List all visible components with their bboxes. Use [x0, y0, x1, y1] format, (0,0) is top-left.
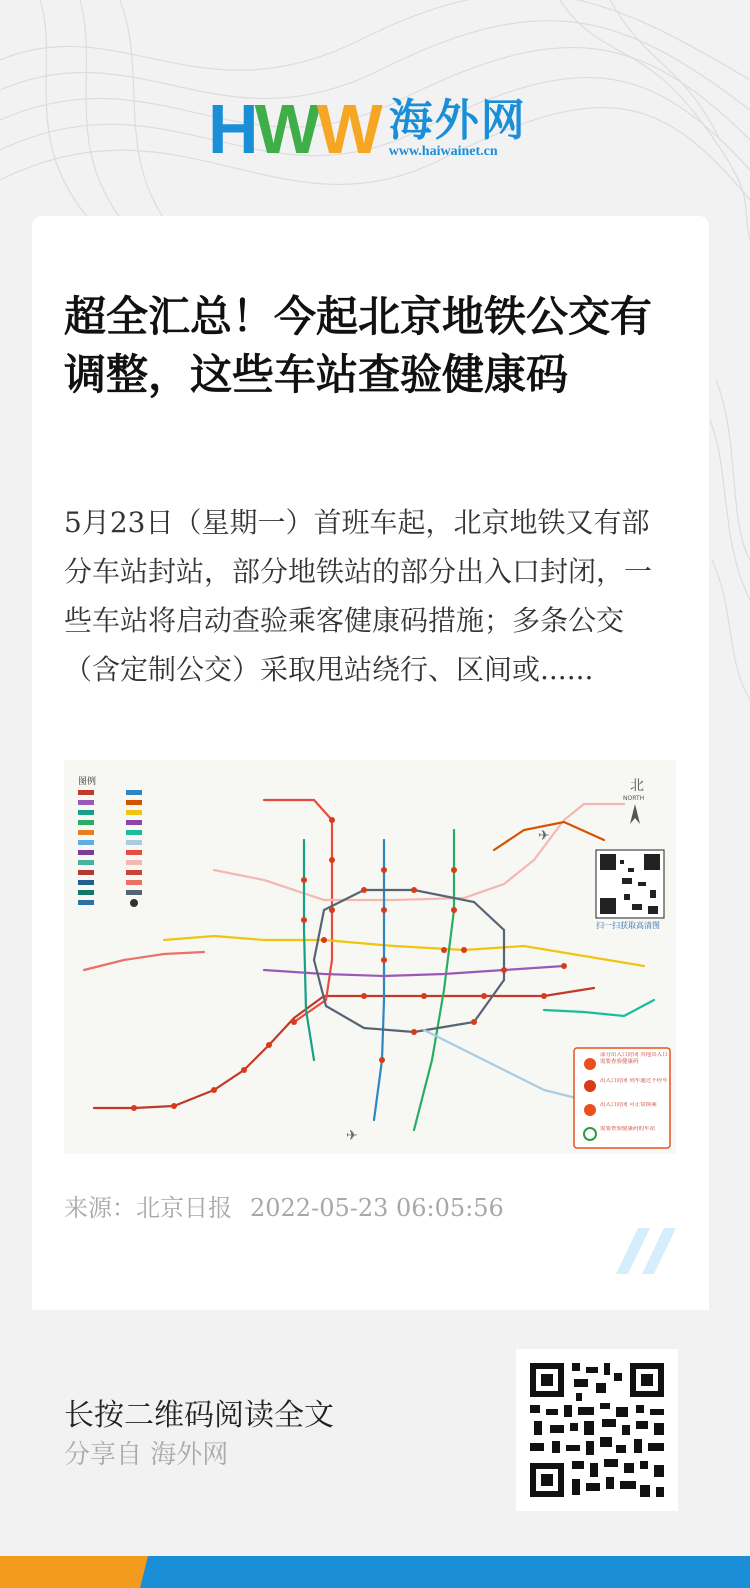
logo-url: www.haiwainet.cn: [388, 144, 498, 159]
logo-letter-w1: W: [254, 90, 317, 168]
subway-lines: [84, 800, 654, 1130]
map-qr-caption: 扫一扫获取高清图: [596, 921, 660, 930]
qr-code-icon: [516, 1349, 678, 1511]
key-label-1: 部分出入口封闭 其他出入口需要查验健康码: [600, 1052, 668, 1065]
map-north-label: 北: [630, 778, 644, 794]
map-legend: [78, 790, 142, 907]
share-source: 分享自 海外网: [64, 1440, 229, 1470]
subway-map-image: [64, 760, 676, 1154]
map-north-en: NORTH: [623, 795, 645, 802]
key-label-4: 需要查验健康码的车站: [600, 1126, 656, 1132]
key-label-2: 出入口封闭 列车通过不停车: [600, 1078, 668, 1084]
logo-letter-h: H: [208, 90, 255, 168]
logo-brand-name: 海外网: [388, 95, 527, 146]
haiwainet-logo: [208, 90, 527, 168]
key-health-check-icon: [584, 1128, 596, 1140]
north-arrow-icon: [630, 804, 640, 824]
footer-bar-blue: [140, 1556, 750, 1588]
airport-icon: ✈: [538, 828, 550, 844]
key-partial-closed-icon: [584, 1058, 596, 1070]
key-closed-transfer-icon: [584, 1104, 596, 1116]
subway-map-drawing: [64, 760, 676, 1154]
airport-icon-south: ✈: [346, 1128, 358, 1144]
map-legend-title: 图例: [78, 777, 97, 787]
article-source-line: [64, 1188, 522, 1223]
article-title: 超全汇总！今起北京地铁公交有调整，这些车站查验健康码: [64, 292, 653, 399]
footer-bar-orange: [0, 1556, 148, 1588]
article-datetime: 2022-05-23 06:05:56: [250, 1194, 504, 1222]
closed-station-markers: [131, 817, 567, 1111]
article-summary: 5月23日（星期一）首班车起，北京地铁又有部分车站封站，部分地铁站的部分出入口封闭，一些车站将启动查验乘客健康码措施；多条公交（含定制公交）采取甩站绕行、区间或......: [64, 506, 653, 686]
key-label-3: 出入口封闭 可正常换乘: [600, 1102, 657, 1108]
logo-letter-w2: W: [316, 90, 379, 168]
article-source: 来源：北京日报: [64, 1194, 232, 1222]
article-qr-code[interactable]: [516, 1349, 678, 1511]
long-press-cta: 长按二维码阅读全文: [64, 1398, 334, 1433]
map-qr-code: [596, 850, 664, 918]
map-key-box: [574, 1048, 670, 1148]
decorative-slashes-icon: [616, 1228, 680, 1274]
logo-hww-letters: [208, 90, 379, 168]
key-closed-nonstop-icon: [584, 1080, 596, 1092]
